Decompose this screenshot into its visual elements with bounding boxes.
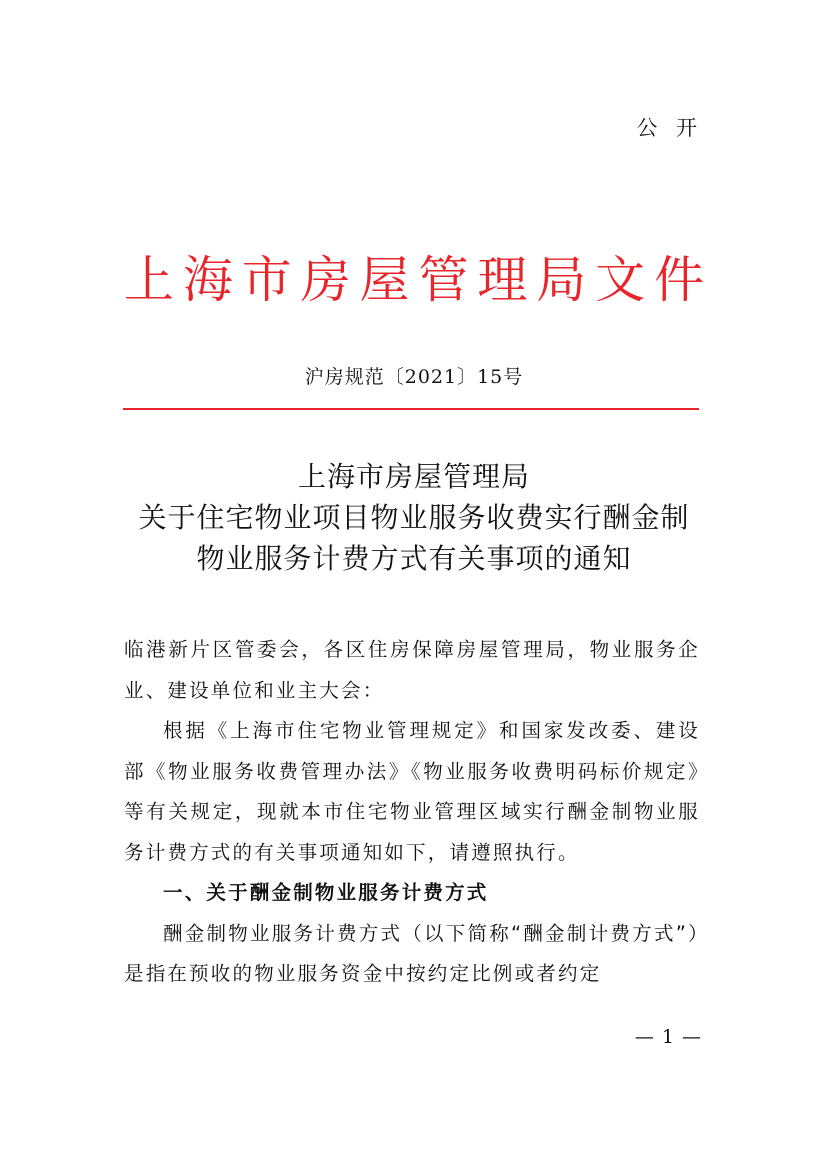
document-title	[0, 456, 828, 579]
paragraph: 根据《上海市住宅物业管理规定》和国家发改委、建设部《物业服务收费管理办法》《物业服务收费明码标价规定》等有关规定，现就本市住宅物业管理区域实行酬金制物业服务计费方式的有关事项通知如下，请遵照执行。	[124, 719, 700, 864]
title-line-2: 关于住宅物业项目物业服务收费实行酬金制	[138, 501, 690, 534]
section-heading: 一、关于酬金制物业服务计费方式	[163, 881, 489, 904]
title-line-3: 物业服务计费方式有关事项的通知	[196, 542, 632, 575]
document-body	[124, 630, 700, 995]
recipients: 临港新片区管委会，各区住房保障房屋管理局，物业服务企业、建设单位和业主大会：	[124, 638, 700, 702]
publicity-label: 公 开	[636, 116, 703, 140]
document-header: 上海市房屋管理局文件	[124, 251, 704, 309]
paragraph: 酬金制物业服务计费方式（以下简称“酬金制计费方式”）是指在预收的物业服务资金中按约定比例或者约定	[124, 921, 700, 985]
title-line-1: 上海市房屋管理局	[297, 460, 530, 493]
document-number: 沪房规范〔2021〕15号	[304, 366, 524, 388]
red-divider	[123, 408, 699, 410]
page-number: — 1 —	[634, 1026, 702, 1048]
